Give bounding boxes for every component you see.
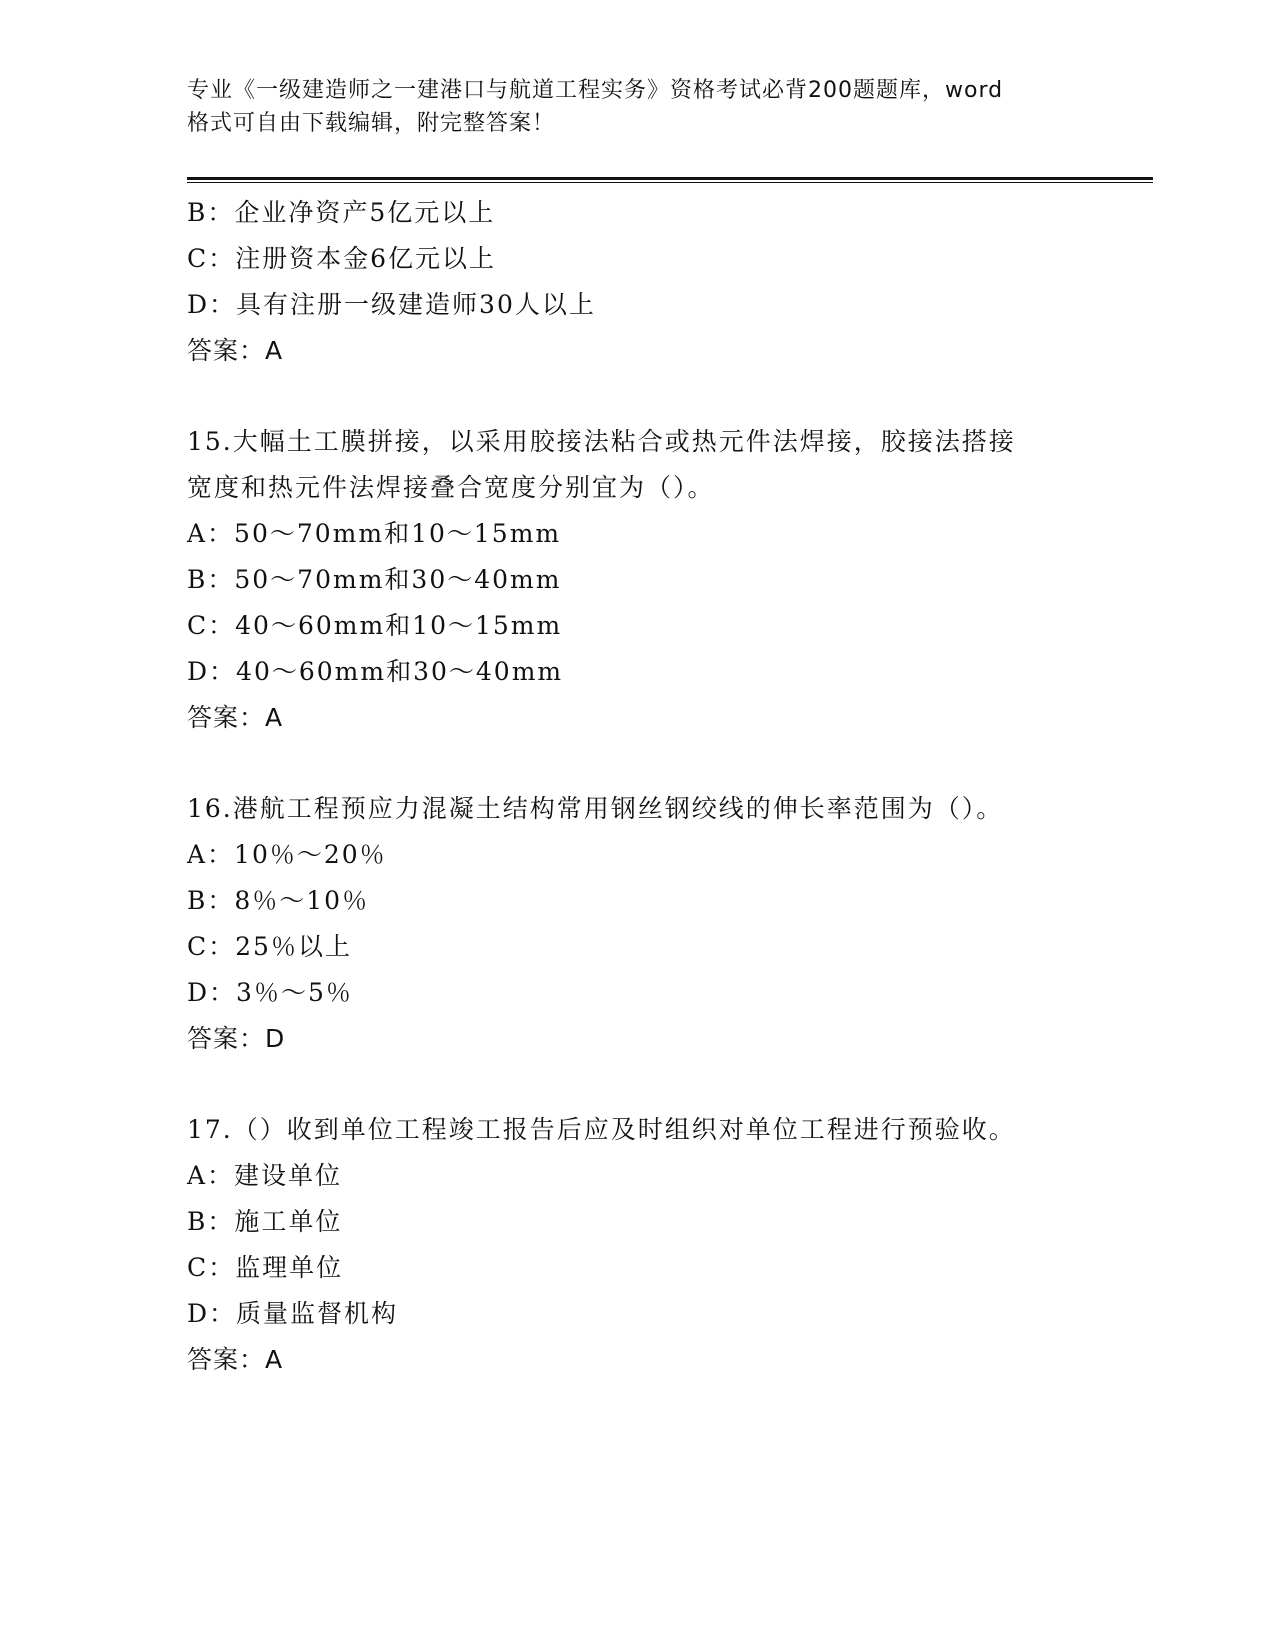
question-stem-line-1: 17.（）收到单位工程竣工报告后应及时组织对单位工程进行预验收。 — [187, 1115, 1016, 1144]
answer-line: 答案：A — [187, 1345, 284, 1374]
option-a: A：10％～20％ — [187, 840, 387, 869]
answer-line: 答案：A — [187, 336, 284, 365]
option-c: C：注册资本金6亿元以上 — [187, 244, 497, 273]
option-c: C：25％以上 — [187, 932, 352, 961]
header-line-1: 专业《一级建造师之一建港口与航道工程实务》资格考试必背200题题库，word — [187, 78, 1004, 103]
option-d: D：具有注册一级建造师30人以上 — [187, 290, 596, 319]
option-b: B：50～70mm和30～40mm — [187, 565, 562, 594]
header-line-2: 格式可自由下载编辑，附完整答案！ — [187, 111, 556, 136]
question-stem-line-1: 15.大幅土工膜拼接，以采用胶接法粘合或热元件法焊接，胶接法搭接 — [187, 427, 1016, 456]
question-stem-line-2: 宽度和热元件法焊接叠合宽度分别宜为（）。 — [187, 473, 715, 502]
option-a: A：50～70mm和10～15mm — [187, 519, 562, 548]
header-divider-thick — [187, 177, 1153, 180]
question-17 — [187, 1107, 1087, 1383]
option-b: B：施工单位 — [187, 1207, 343, 1236]
option-b: B：企业净资产5亿元以上 — [187, 198, 496, 227]
option-c: C：40～60mm和10～15mm — [187, 611, 563, 640]
question-15 — [187, 419, 1087, 741]
answer-line: 答案：A — [187, 703, 284, 732]
option-d: D：40～60mm和30～40mm — [187, 657, 564, 686]
question-16 — [187, 786, 1087, 1062]
question-14-continued — [187, 190, 1087, 374]
option-d: D：3％～5％ — [187, 978, 353, 1007]
document-header — [187, 74, 1087, 140]
option-a: A：建设单位 — [187, 1161, 343, 1190]
option-b: B：8％～10％ — [187, 886, 370, 915]
option-c: C：监理单位 — [187, 1253, 344, 1282]
option-d: D：质量监督机构 — [187, 1299, 399, 1328]
header-divider-thin — [187, 182, 1153, 183]
question-list — [187, 190, 1087, 1383]
question-stem-line-1: 16.港航工程预应力混凝土结构常用钢丝钢绞线的伸长率范围为（）。 — [187, 794, 1004, 823]
answer-line: 答案：D — [187, 1024, 286, 1053]
